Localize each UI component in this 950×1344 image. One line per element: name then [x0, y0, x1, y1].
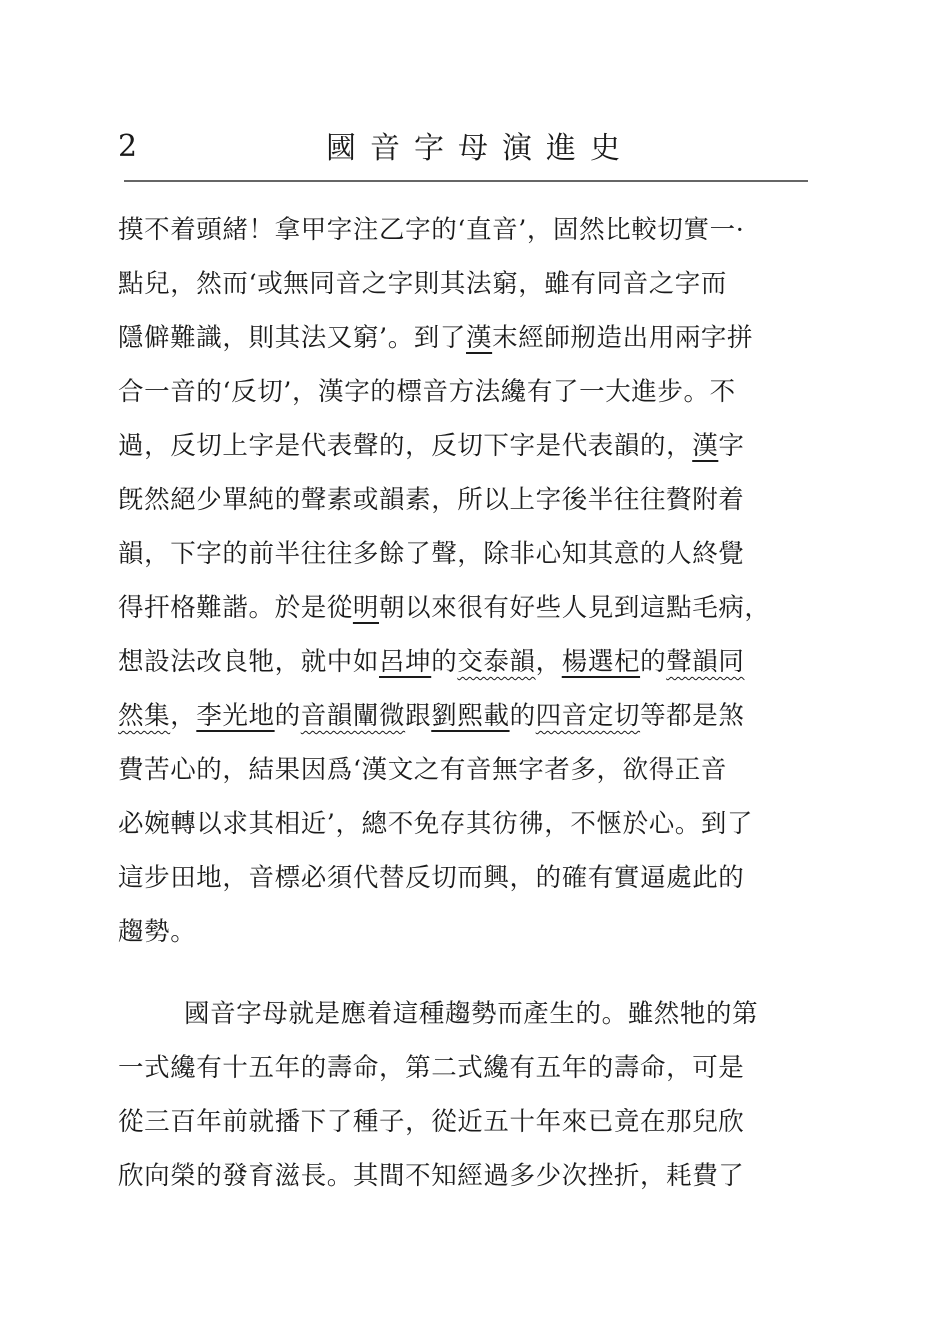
text-line: 然集，李光地的音韻闡微跟劉熙載的四音定切等都是煞: [118, 701, 745, 731]
paragraph-2: [118, 987, 824, 1203]
proper-name-underline: 明: [352, 593, 380, 623]
book-title-underline: 交泰韻: [457, 647, 536, 677]
text-line: 隱僻難識，則其法又窮’。到了漢末經師剏造出用兩字拼: [118, 323, 754, 353]
text-line: 一式纔有十五年的壽命，第二式纔有五年的壽命，可是: [118, 1053, 745, 1083]
book-title-underline: 然集: [118, 701, 171, 731]
text-line: 點兒，然而‘或無同音之字則其法窮，雖有同音之字而: [118, 269, 728, 299]
proper-name-underline: 漢: [692, 431, 719, 461]
page-number: 2: [118, 129, 138, 164]
header-rule: [124, 180, 808, 182]
text-line: 趨勢。: [118, 917, 197, 947]
paragraph-1: [118, 203, 824, 959]
text-line: 想設法改良牠，就中如呂坤的交泰韻，楊選杞的聲韻同: [118, 647, 745, 677]
text-line: 過，反切上字是代表聲的，反切下字是代表韻的，漢字: [118, 431, 745, 461]
text-line: 合一音的‘反切’，漢字的標音方法纔有了一大進步。不: [118, 377, 736, 407]
text-line: 從三百年前就播下了種子，從近五十年來已竟在那兒欣: [118, 1107, 745, 1137]
text-line: 得扞格難諧。於是從明朝以來很有好些人見到這點毛病，: [118, 593, 771, 623]
person-name-underline: 李光地: [196, 701, 275, 731]
text-line: 韻，下字的前半往往多餘了聲，除非心知其意的人終覺: [118, 539, 745, 569]
person-name-underline: 楊選杞: [561, 647, 641, 677]
running-title: 國音字母演進史: [326, 131, 634, 166]
person-name-underline: 呂坤: [379, 647, 432, 677]
text-line: 必婉轉以求其相近’，總不免存其彷彿，不愜於心。到了: [118, 809, 754, 839]
text-line: 費苦心的，結果因爲‘漢文之有音無字者多，欲得正音: [118, 755, 728, 785]
person-name-underline: 劉熙載: [431, 701, 510, 731]
book-title-underline: 聲韻同: [666, 647, 745, 677]
text-line: 摸不着頭緒！拿甲字注乙字的‘直音’，固然比較切實一·: [118, 215, 745, 245]
body-text: [118, 203, 824, 1203]
text-line: 旣然絕少單純的聲素或韻素，所以上字後半往往贅附着: [118, 485, 745, 515]
text-line: 這步田地，音標必須代替反切而興，的確有實逼處此的: [118, 863, 745, 893]
book-title-underline: 四音定切: [535, 701, 641, 731]
text-line: 欣向榮的發育滋長。其間不知經過多少次挫折，耗費了: [118, 1161, 745, 1191]
proper-name-underline: 漢: [466, 323, 493, 353]
text-line: 國音字母就是應着這種趨勢而產生的。雖然牠的第: [184, 999, 759, 1029]
book-title-underline: 音韻闡微: [300, 701, 406, 731]
